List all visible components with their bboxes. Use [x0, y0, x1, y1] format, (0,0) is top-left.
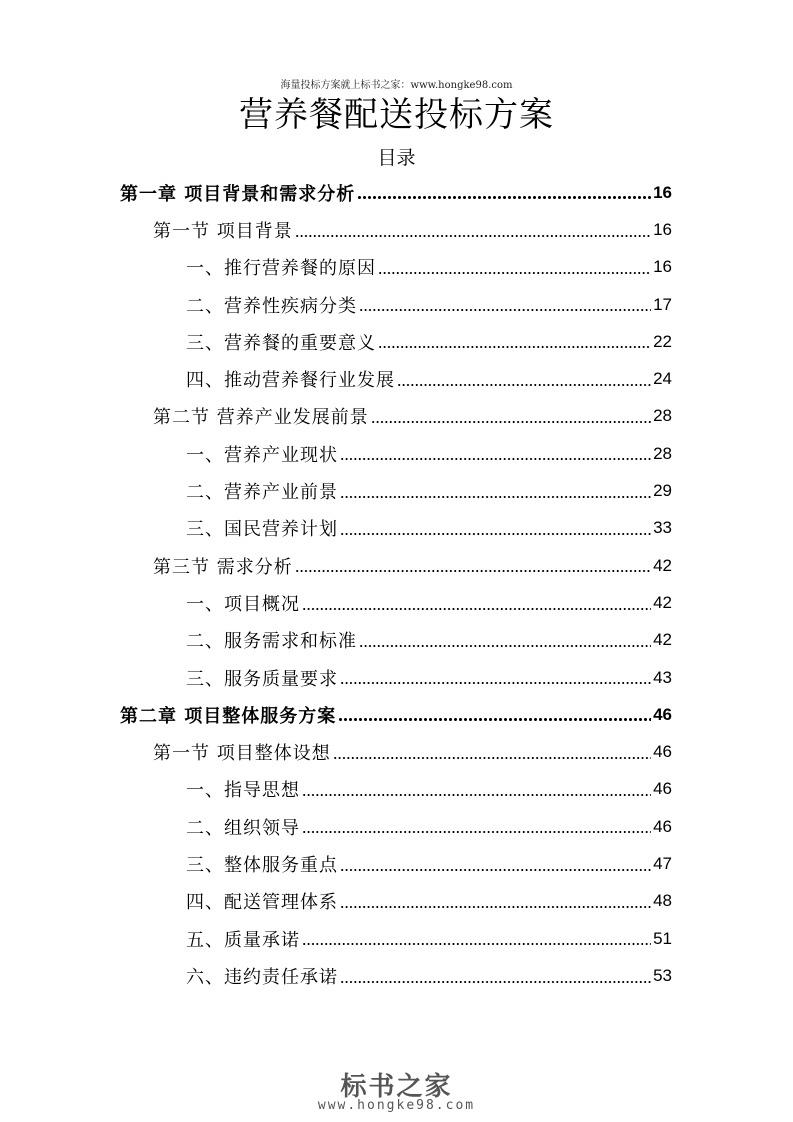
- toc-entry[interactable]: [0, 584, 793, 621]
- toc-entry-label: 二、营养产业前景: [186, 482, 338, 504]
- toc-dot-leader: [378, 272, 651, 274]
- toc-entry[interactable]: [0, 211, 793, 248]
- toc-entry-label: 二、营养性疾病分类: [186, 295, 357, 317]
- toc-entry[interactable]: [0, 472, 793, 509]
- toc-dot-leader: [359, 309, 651, 311]
- toc-dot-leader: [302, 608, 651, 610]
- toc-entry-page-number: 46: [653, 742, 672, 762]
- toc-entry-label: 三、营养餐的重要意义: [186, 332, 376, 354]
- toc-dot-leader: [340, 496, 651, 498]
- toc-entry[interactable]: [0, 174, 793, 211]
- toc-entry-label: 一、项目概况: [186, 593, 300, 615]
- toc-entry-page-number: 16: [653, 219, 672, 239]
- document-title: 营养餐配送投标方案: [239, 95, 554, 135]
- toc-entry-page-number: 22: [653, 331, 672, 351]
- toc-entry-page-number: 33: [653, 518, 672, 538]
- toc-entry-label: 第二节 营养产业发展前景: [153, 407, 369, 429]
- toc-entry-label: 四、配送管理体系: [186, 892, 338, 914]
- toc-dot-leader: [340, 682, 651, 684]
- toc-entry[interactable]: [0, 510, 793, 547]
- toc-entry[interactable]: [0, 547, 793, 584]
- toc-entry-label: 一、营养产业现状: [186, 444, 338, 466]
- toc-entry-page-number: 42: [653, 630, 672, 650]
- toc-entry[interactable]: [0, 622, 793, 659]
- toc-dot-leader: [340, 981, 651, 983]
- toc-dot-leader: [371, 421, 651, 423]
- toc-dot-leader: [302, 831, 651, 833]
- toc-entry-page-number: 51: [653, 928, 672, 948]
- toc-entry-label: 三、国民营养计划: [186, 519, 338, 541]
- toc-entry-label: 第一章 项目背景和需求分析: [120, 183, 356, 205]
- toc-entry-page-number: 46: [653, 779, 672, 799]
- toc-entry-label: 一、推行营养餐的原因: [186, 258, 376, 280]
- toc-dot-leader: [295, 570, 651, 572]
- toc-entry-page-number: 42: [653, 555, 672, 575]
- toc-entry-label: 三、整体服务重点: [186, 854, 338, 876]
- toc-entry[interactable]: [0, 883, 793, 920]
- toc-entry[interactable]: [0, 920, 793, 957]
- toc-entry-label: 一、指导思想: [186, 780, 300, 802]
- toc-dot-leader: [340, 869, 651, 871]
- toc-entry-page-number: 43: [653, 667, 672, 687]
- toc-entry[interactable]: [0, 845, 793, 882]
- toc-entry-page-number: 24: [653, 369, 672, 389]
- toc-entry-page-number: 16: [653, 182, 672, 202]
- toc-entry-page-number: 28: [653, 443, 672, 463]
- toc-entry-page-number: 28: [653, 406, 672, 426]
- toc-entry-label: 四、推动营养餐行业发展: [186, 370, 395, 392]
- footer-logo: 标书之家: [340, 1072, 453, 1102]
- toc-entry-page-number: 47: [653, 853, 672, 873]
- toc-entry-page-number: 46: [653, 816, 672, 836]
- toc-dot-leader: [340, 533, 651, 535]
- table-of-contents: [0, 174, 793, 995]
- toc-entry-label: 第一节 项目背景: [153, 220, 293, 242]
- footer-url: www.hongke98.com: [317, 1098, 476, 1113]
- toc-entry[interactable]: [0, 360, 793, 397]
- toc-entry-page-number: 29: [653, 481, 672, 501]
- toc-entry[interactable]: [0, 286, 793, 323]
- toc-entry[interactable]: [0, 435, 793, 472]
- toc-dot-leader: [333, 757, 651, 759]
- toc-entry[interactable]: [0, 733, 793, 770]
- toc-entry[interactable]: [0, 249, 793, 286]
- toc-entry-label: 六、违约责任承诺: [186, 966, 338, 988]
- toc-entry[interactable]: [0, 957, 793, 994]
- toc-entry-label: 五、质量承诺: [186, 929, 300, 951]
- toc-entry-label: 二、服务需求和标准: [186, 631, 357, 653]
- toc-heading: 目录: [377, 147, 416, 169]
- toc-entry-page-number: 46: [653, 704, 672, 724]
- toc-dot-leader: [295, 235, 651, 237]
- toc-entry[interactable]: [0, 659, 793, 696]
- toc-entry-label: 三、服务质量要求: [186, 668, 338, 690]
- toc-entry-label: 第二章 项目整体服务方案: [120, 705, 337, 727]
- toc-dot-leader: [340, 906, 651, 908]
- toc-entry-page-number: 53: [653, 965, 672, 985]
- toc-dot-leader: [340, 458, 651, 460]
- toc-entry-label: 二、组织领导: [186, 817, 300, 839]
- toc-dot-leader: [338, 718, 651, 721]
- header-note: 海量投标方案就上标书之家：www.hongke98.com: [280, 80, 513, 91]
- toc-dot-leader: [378, 346, 651, 348]
- toc-entry[interactable]: [0, 771, 793, 808]
- toc-entry-page-number: 17: [653, 294, 672, 314]
- toc-dot-leader: [302, 794, 651, 796]
- toc-entry[interactable]: [0, 323, 793, 360]
- toc-entry-page-number: 48: [653, 891, 672, 911]
- toc-entry[interactable]: [0, 696, 793, 733]
- toc-entry[interactable]: [0, 398, 793, 435]
- toc-entry[interactable]: [0, 808, 793, 845]
- toc-dot-leader: [397, 384, 651, 386]
- toc-entry-page-number: 16: [653, 257, 672, 277]
- toc-dot-leader: [359, 645, 651, 647]
- toc-entry-label: 第一节 项目整体设想: [153, 743, 331, 765]
- toc-dot-leader: [302, 943, 651, 945]
- toc-entry-label: 第三节 需求分析: [153, 556, 293, 578]
- toc-entry-page-number: 42: [653, 592, 672, 612]
- toc-dot-leader: [357, 196, 651, 199]
